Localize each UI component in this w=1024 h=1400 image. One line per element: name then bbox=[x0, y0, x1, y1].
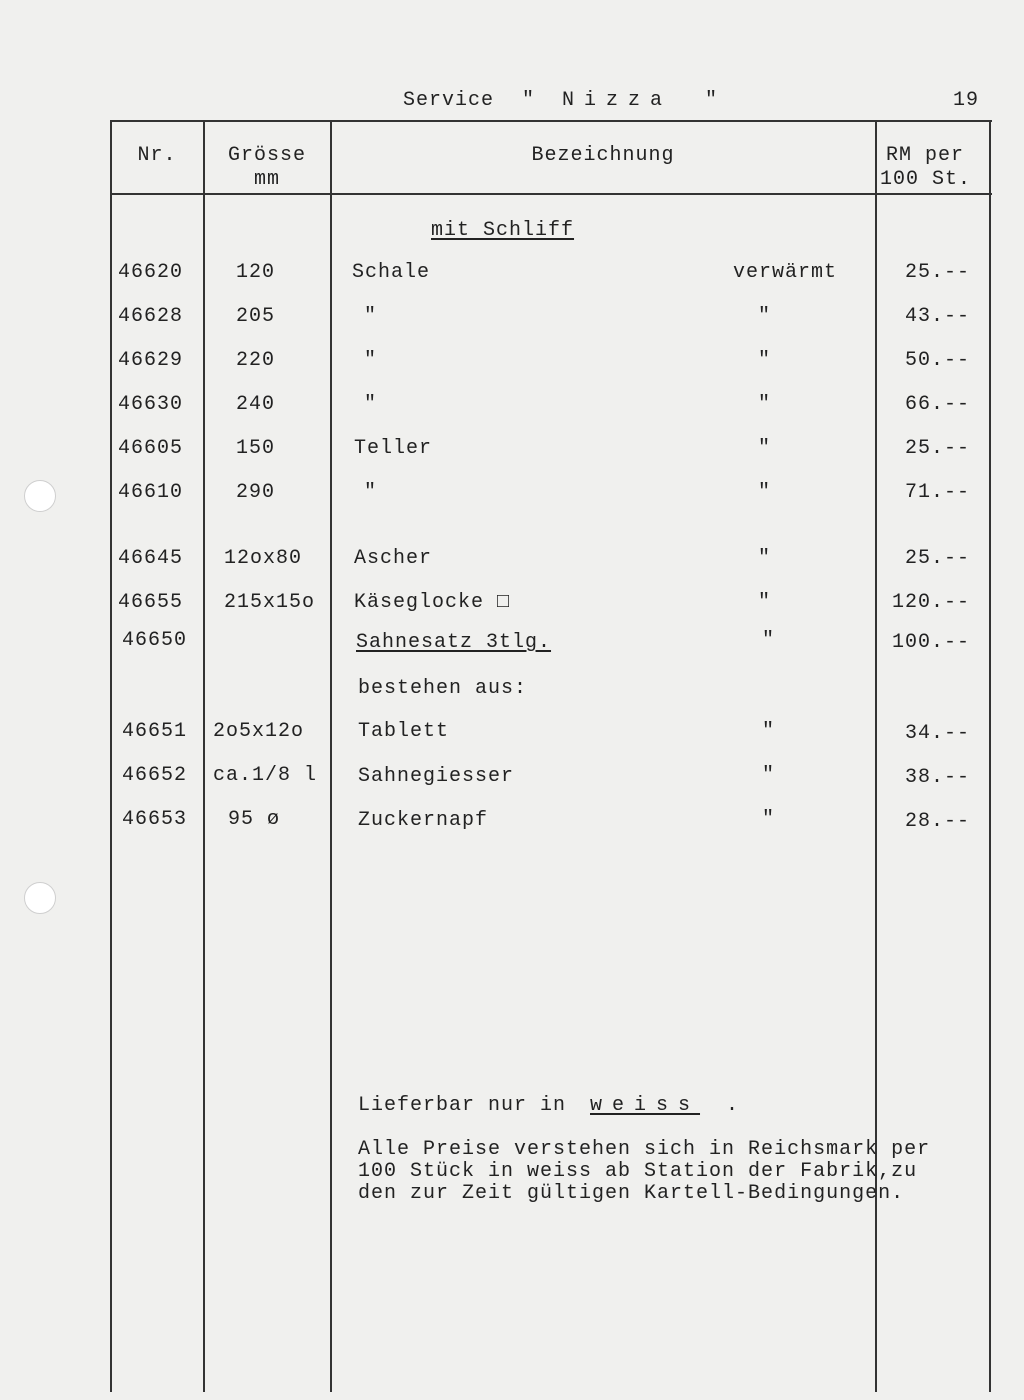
col-divider-nr bbox=[203, 120, 205, 1392]
cell-size: 12ox80 bbox=[224, 547, 303, 570]
cell-finish: " bbox=[758, 481, 772, 504]
cell-finish: " bbox=[758, 437, 772, 460]
cell-nr: 46610 bbox=[118, 481, 184, 504]
cell-finish: " bbox=[762, 764, 776, 787]
cell-nr: 46653 bbox=[122, 808, 188, 831]
cell-size: 240 bbox=[236, 393, 276, 416]
table-left-border bbox=[110, 120, 112, 1392]
cell-price: 38.-- bbox=[904, 766, 970, 789]
col-divider-groesse bbox=[330, 120, 332, 1392]
cell-finish: " bbox=[758, 591, 772, 614]
cell-name: Sahnegiesser bbox=[358, 765, 515, 788]
punch-hole-bottom bbox=[24, 882, 56, 914]
lieferbar-prefix: Lieferbar nur in bbox=[358, 1094, 567, 1117]
cell-name: bestehen aus: bbox=[358, 677, 528, 700]
service-label: Service bbox=[403, 89, 495, 112]
cell-size: 150 bbox=[236, 437, 276, 460]
cell-finish: " bbox=[762, 808, 776, 831]
cell-nr: 46605 bbox=[118, 437, 184, 460]
cell-nr: 46620 bbox=[118, 261, 184, 284]
table-top-border bbox=[110, 120, 992, 122]
cell-price: 28.-- bbox=[904, 810, 970, 833]
cell-nr: 46629 bbox=[118, 349, 184, 372]
cell-finish: " bbox=[762, 720, 776, 743]
cell-size: 95 ø bbox=[228, 808, 281, 831]
service-quote-open: " bbox=[522, 89, 536, 112]
cell-name: " bbox=[364, 305, 378, 328]
cell-size: 215x15o bbox=[224, 591, 316, 614]
cell-nr: 46630 bbox=[118, 393, 184, 416]
cell-size: 2o5x12o bbox=[213, 720, 305, 743]
cell-price: 25.-- bbox=[904, 261, 970, 284]
cell-size: 220 bbox=[236, 349, 276, 372]
cell-finish: verwärmt bbox=[733, 261, 838, 284]
cell-name: " bbox=[364, 349, 378, 372]
cell-name: Tablett bbox=[358, 720, 450, 743]
lieferbar-color: weiss bbox=[590, 1094, 701, 1117]
price-note-line-3: den zur Zeit gültigen Kartell-Bedingungen. bbox=[358, 1182, 905, 1205]
col-header-groesse: Grösse bbox=[227, 144, 306, 167]
cell-finish: " bbox=[758, 305, 772, 328]
cell-nr: 46650 bbox=[122, 629, 188, 652]
cell-name: " bbox=[364, 393, 378, 416]
cell-name: Teller bbox=[354, 437, 433, 460]
col-header-price: RM per bbox=[886, 144, 965, 167]
cell-price: 34.-- bbox=[904, 722, 970, 745]
cell-price: 25.-- bbox=[904, 547, 970, 570]
table-header-divider bbox=[110, 193, 992, 195]
cell-finish: " bbox=[758, 393, 772, 416]
cell-price: 50.-- bbox=[904, 349, 970, 372]
cell-finish: " bbox=[758, 349, 772, 372]
cell-nr: 46645 bbox=[118, 547, 184, 570]
table-right-border bbox=[989, 120, 991, 1392]
cell-size: ca.1/8 l bbox=[213, 764, 318, 787]
cell-name: Ascher bbox=[354, 547, 433, 570]
cell-price: 100.-- bbox=[891, 631, 970, 654]
cell-price: 43.-- bbox=[904, 305, 970, 328]
price-note-line-2: 100 Stück in weiss ab Station der Fabrik,zu bbox=[358, 1160, 918, 1183]
cell-size: 290 bbox=[236, 481, 276, 504]
service-quote-close: " bbox=[705, 89, 719, 112]
col-header-bezeichnung: Bezeichnung bbox=[531, 144, 675, 167]
col-header-nr: Nr. bbox=[137, 144, 177, 167]
cell-size: 120 bbox=[236, 261, 276, 284]
cell-name: Schale bbox=[352, 261, 431, 284]
cell-name: Sahnesatz 3tlg. bbox=[356, 631, 552, 654]
cell-size: 205 bbox=[236, 305, 276, 328]
cell-nr: 46655 bbox=[118, 591, 184, 614]
cell-finish: " bbox=[762, 629, 776, 652]
cell-nr: 46652 bbox=[122, 764, 188, 787]
cell-price: 25.-- bbox=[904, 437, 970, 460]
cell-nr: 46651 bbox=[122, 720, 188, 743]
price-note-line-1: Alle Preise verstehen sich in Reichsmark per bbox=[358, 1138, 931, 1161]
cell-name: Käseglocke □ bbox=[354, 591, 511, 614]
punch-hole-top bbox=[24, 480, 56, 512]
cell-price: 71.-- bbox=[904, 481, 970, 504]
cell-name: " bbox=[364, 481, 378, 504]
cell-price: 120.-- bbox=[891, 591, 970, 614]
lieferbar-suffix: . bbox=[726, 1094, 740, 1117]
col-header-price-unit: 100 St. bbox=[880, 168, 972, 191]
cell-price: 66.-- bbox=[904, 393, 970, 416]
section-heading: mit Schliff bbox=[431, 219, 575, 242]
service-name: Nizza bbox=[562, 89, 673, 112]
cell-finish: " bbox=[758, 547, 772, 570]
page-number: 19 bbox=[953, 89, 980, 112]
cell-name: Zuckernapf bbox=[358, 809, 489, 832]
cell-nr: 46628 bbox=[118, 305, 184, 328]
col-header-groesse-unit: mm bbox=[253, 168, 280, 191]
